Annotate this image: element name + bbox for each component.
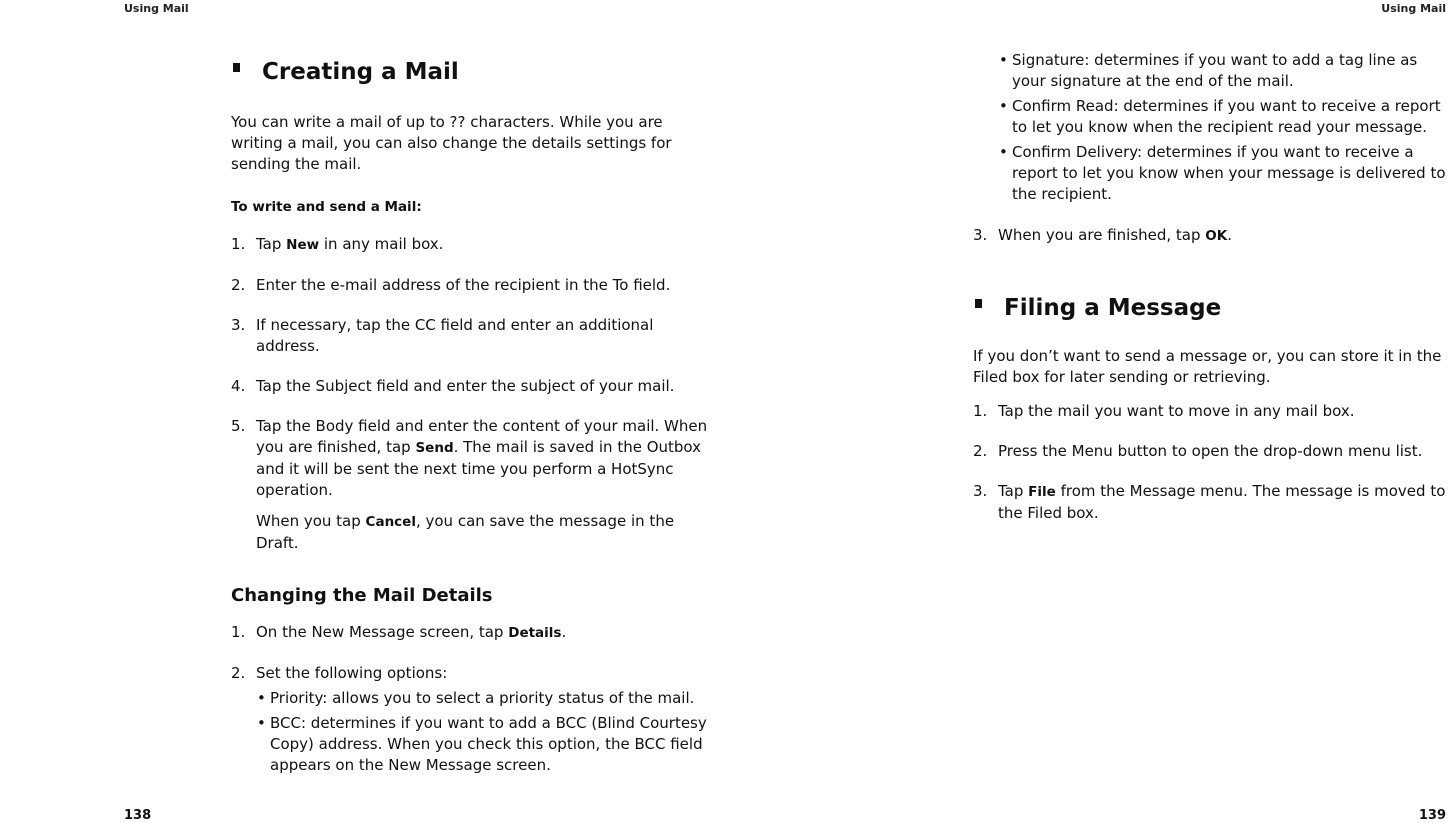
subsection-title-mail-details: Changing the Mail Details	[231, 585, 493, 606]
step-item: 3. If necessary, tap the CC field and enter an additional address.	[231, 316, 654, 355]
running-head-left: Using Mail	[124, 2, 189, 15]
running-head-right: Using Mail	[1381, 2, 1446, 15]
finish-step	[973, 225, 1448, 247]
step-item: 1. Tap the mail you want to move in any mail box.	[973, 402, 1355, 420]
cancel-label: Cancel	[365, 514, 416, 530]
step-item: 2. Set the following options: • Priority: allows you to select a priority status of the mail. • BCC: determines if you want to add a BCC (Blind Courtesy Copy) address. When you check this option, the BCC field appears on the New Message screen.	[231, 663, 716, 776]
ok-label: OK	[1205, 228, 1228, 244]
filing-steps	[973, 401, 1448, 524]
options-list	[256, 688, 716, 776]
step-item: 4. Tap the Subject field and enter the subject of your mail.	[231, 377, 675, 395]
intro-paragraph: You can write a mail of up to ?? characters. While you are writing a mail, you can also change the details settings for sending the mail.	[231, 113, 672, 173]
step-item: 5. Tap the Body field and enter the content of your mail. When you are finished, tap Send. The mail is saved in the Outbox and it will be sent the next time you perform a HotSync operation. When you tap Cancel, you can save the message in the Draft.	[231, 416, 716, 554]
square-bullet-icon	[975, 299, 982, 308]
details-label: Details	[508, 625, 562, 641]
left-page	[231, 56, 716, 776]
page-number-right: 139	[1418, 808, 1446, 823]
step-item: 3. When you are finished, tap OK.	[973, 226, 1233, 244]
option-item: • Confirm Delivery: determines if you want to receive a report to let you know when your message is delivered to the recipient.	[998, 142, 1448, 205]
step-item: 1. On the New Message screen, tap Details.	[231, 623, 567, 641]
section-title-filing-message: Filing a Message	[973, 292, 1448, 324]
step-item: 2. Enter the e-mail address of the recipient in the To field.	[231, 276, 671, 294]
step-item: 1. Tap New in any mail box.	[231, 235, 444, 253]
procedure-heading: To write and send a Mail:	[231, 199, 422, 215]
right-page	[973, 48, 1448, 524]
option-item: • Priority: allows you to select a priority status of the mail.	[256, 688, 716, 709]
write-send-steps	[231, 234, 716, 554]
cancel-note: When you tap Cancel, you can save the message in the Draft.	[256, 512, 675, 552]
step-item: 2. Press the Menu button to open the drop-down menu list.	[973, 442, 1423, 460]
square-bullet-icon	[233, 63, 240, 72]
details-steps	[231, 622, 716, 776]
new-label: New	[286, 237, 320, 253]
send-label: Send	[415, 440, 454, 456]
step-item: 3. Tap File from the Message menu. The message is moved to the Filed box.	[973, 482, 1446, 522]
filing-intro: If you don’t want to send a message or, you can store it in the Filed box for later sending or retrieving.	[973, 347, 1442, 386]
options-list-continued	[998, 50, 1448, 205]
page-number-left: 138	[124, 808, 152, 823]
section-title-creating-mail: Creating a Mail	[231, 56, 716, 88]
file-label: File	[1028, 484, 1056, 500]
option-item: • Signature: determines if you want to add a tag line as your signature at the end of the mail.	[998, 50, 1448, 92]
option-item: • Confirm Read: determines if you want to receive a report to let you know when the recipient read your message.	[998, 96, 1448, 138]
option-item: • BCC: determines if you want to add a BCC (Blind Courtesy Copy) address. When you check this option, the BCC field appears on the New Message screen.	[256, 713, 716, 776]
